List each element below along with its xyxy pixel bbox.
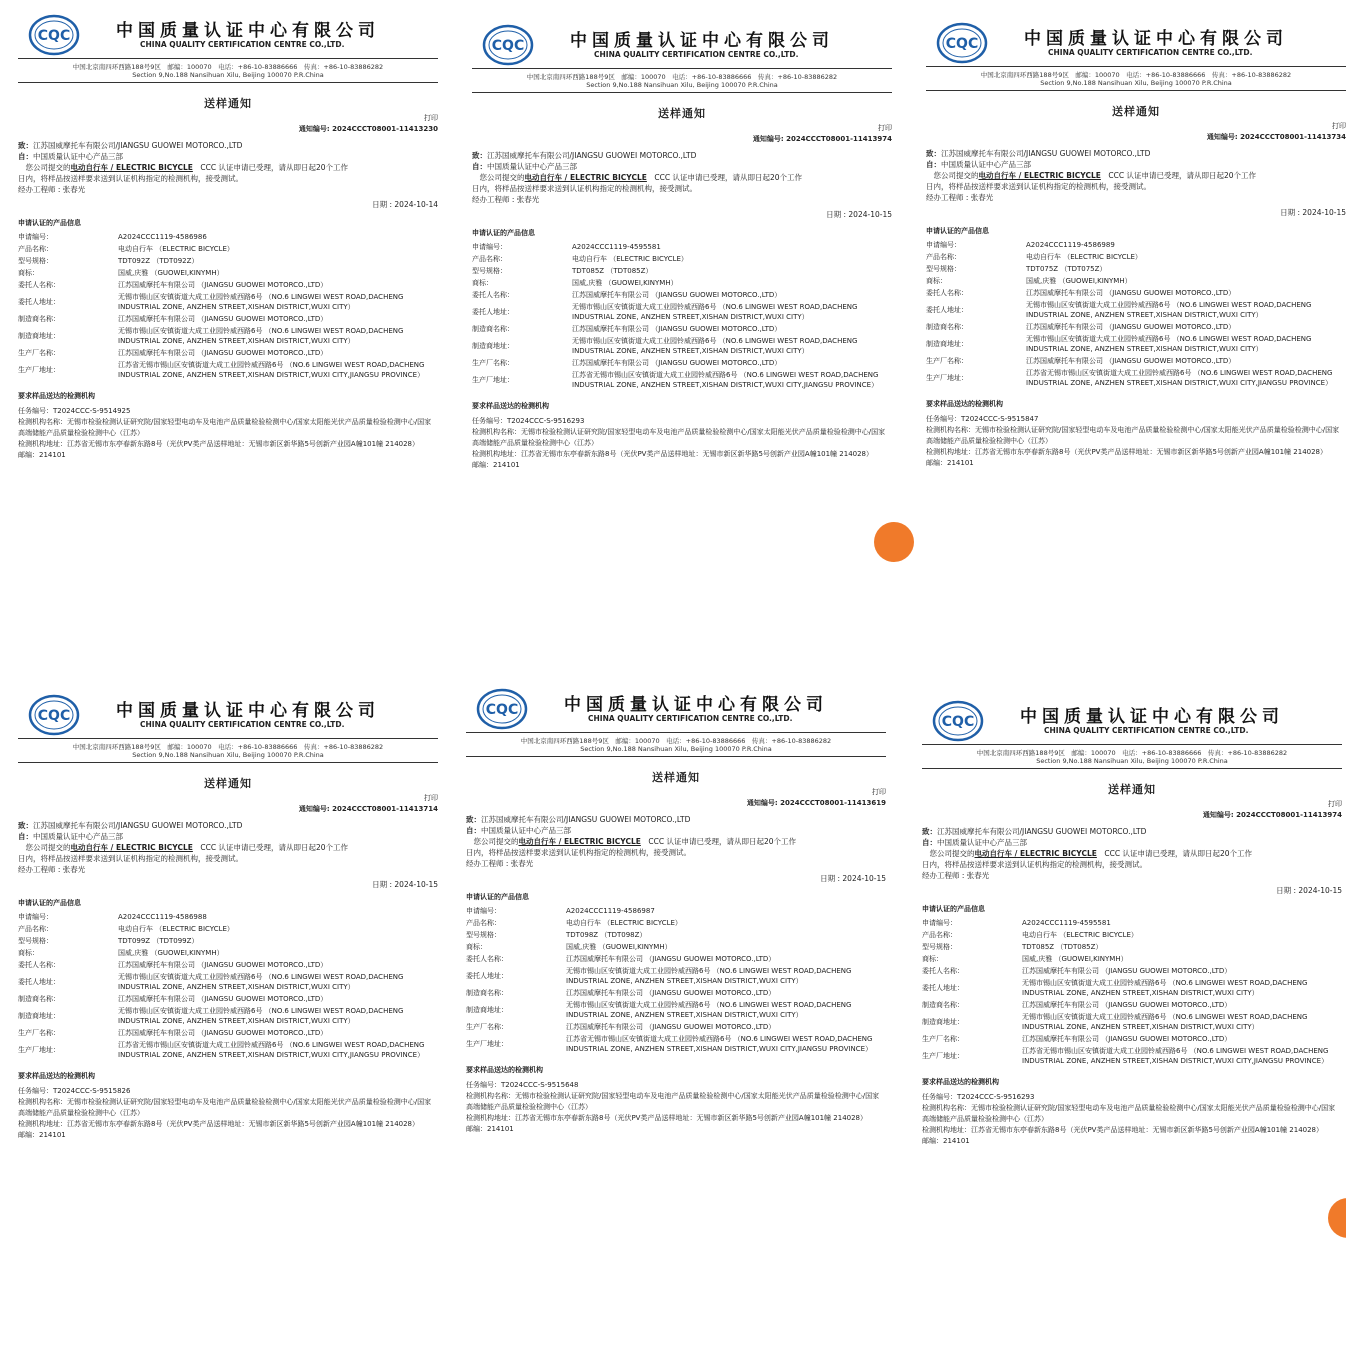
recipient: 致：江苏国威摩托车有限公司/JIANGSU GUOWEI MOTORCO.,LTD — [18, 141, 243, 150]
table-row: 制造商地址： 无锡市锡山区安镇街道大成工业园铃威西路6号 （NO.6 LINGWEI WEST ROAD,DACHENG INDUSTRIAL ZONE, ANZHEN STREET,XISHAN DISTRICT,WUXI CITY） — [466, 1001, 852, 1019]
postcode: 邮编：214101 — [18, 1131, 66, 1139]
table-row: 制造商地址： 无锡市锡山区安镇街道大成工业园铃威西路6号 （NO.6 LINGWEI WEST ROAD,DACHENG INDUSTRIAL ZONE, ANZHEN STREET,XISHAN DISTRICT,WUXI CITY） — [472, 337, 858, 355]
engineer: 经办工程师 : 张春光 — [466, 859, 534, 868]
postcode: 邮编：214101 — [466, 1125, 514, 1133]
print-link[interactable]: 打印 — [872, 788, 886, 796]
divider — [926, 66, 1346, 67]
company-name-cn: 中国质量认证中心有限公司 — [1024, 29, 1288, 49]
company-name-cn: 中国质量认证中心有限公司 — [1020, 707, 1284, 727]
table-row: 制造商地址： 无锡市锡山区安镇街道大成工业园铃威西路6号 （NO.6 LINGWEI WEST ROAD,DACHENG INDUSTRIAL ZONE, ANZHEN STREET,XISHAN DISTRICT,WUXI CITY） — [18, 1007, 404, 1025]
table-row: 生产厂名称： 江苏国威摩托车有限公司 （JIANGSU GUOWEI MOTORCO.,LTD） — [926, 357, 1236, 365]
postcode: 邮编：214101 — [472, 461, 520, 469]
svg-text:CQC: CQC — [941, 714, 975, 730]
table-row: 申请编号： A2024CCC1119-4595581 — [472, 243, 661, 251]
task-number: 任务编号：T2024CCC-S-9515826 — [18, 1087, 131, 1095]
table-row: 申请编号： A2024CCC1119-4586987 — [466, 907, 655, 915]
print-link[interactable]: 打印 — [424, 794, 438, 802]
engineer: 经办工程师 : 张春光 — [472, 195, 540, 204]
sender: 自：中国质量认证中心产品三部 — [926, 160, 1031, 169]
table-row: 申请编号： A2024CCC1119-4586986 — [18, 233, 207, 241]
table-row: 生产厂地址： 江苏省无锡市锡山区安镇街道大成工业园铃威西路6号 （NO.6 LINGWEI WEST ROAD,DACHENG INDUSTRIAL ZONE, ANZHEN STREET,XISHAN DISTRICT,WUXI CITY,JIANGSU PROVINCE） — [18, 361, 425, 379]
address-en: Section 9,No.188 Nansihuan Xilu, Beijing 100070 P.R.China — [1040, 79, 1232, 87]
notice-text-2: 日内，将样品按送样要求送到认证机构指定的检测机构，接受测试。 — [18, 854, 243, 863]
table-row: 产品名称： 电动自行车 （ELECTRIC BICYCLE） — [926, 253, 1142, 261]
table-row: 生产厂名称： 江苏国威摩托车有限公司 （JIANGSU GUOWEI MOTORCO.,LTD） — [472, 359, 782, 367]
company-name-en: CHINA QUALITY CERTIFICATION CENTRE CO.,LTD. — [1048, 48, 1253, 57]
lab-name: 检测机构名称：无锡市检验检测认证研究院/国家轻型电动车及电池产品质量检验检测中心/国家太阳能光伏产品质量检验检测中心/国家高端储能产品质量检验检测中心（江苏） — [922, 1104, 1336, 1123]
notice-date: 日期 : 2024-10-15 — [1280, 208, 1346, 217]
table-row: 制造商名称： 江苏国威摩托车有限公司 （JIANGSU GUOWEI MOTORCO.,LTD） — [466, 989, 776, 997]
notice-title: 送样通知 — [652, 771, 700, 784]
notice-document-2 — [472, 24, 892, 644]
cqc-logo-icon — [28, 14, 80, 56]
company-name-en: CHINA QUALITY CERTIFICATION CENTRE CO.,LTD. — [1044, 726, 1249, 735]
divider — [926, 90, 1346, 91]
notice-text-2: 日内，将样品按送样要求送到认证机构指定的检测机构，接受测试。 — [926, 182, 1151, 191]
notice-date: 日期 : 2024-10-15 — [826, 210, 892, 219]
letterhead — [922, 700, 1342, 766]
lab-address: 检测机构地址：江苏省无锡市东亭春新东路8号（光伏PV类产品送样地址：无锡市新区新华路5号创新产业园A幢101幢 214028） — [926, 448, 1328, 456]
table-row: 委托人地址： 无锡市锡山区安镇街道大成工业园铃威西路6号 （NO.6 LINGWEI WEST ROAD,DACHENG INDUSTRIAL ZONE, ANZHEN STREET,XISHAN DISTRICT,WUXI CITY） — [926, 301, 1312, 319]
table-row: 商标： 国威,庆雅 （GUOWEI,KINYMH） — [18, 269, 224, 277]
notice-text: 您公司提交的电动自行车 / ELECTRIC BICYCLE CCC 认证申请已受理，请从即日起20个工作 — [929, 849, 1253, 858]
notice-text: 您公司提交的电动自行车 / ELECTRIC BICYCLE CCC 认证申请已受理，请从即日起20个工作 — [25, 163, 349, 172]
recipient: 致：江苏国威摩托车有限公司/JIANGSU GUOWEI MOTORCO.,LTD — [18, 821, 243, 830]
letterhead — [18, 14, 438, 80]
notice-text-2: 日内，将样品按送样要求送到认证机构指定的检测机构，接受测试。 — [922, 860, 1147, 869]
divider — [466, 732, 886, 733]
task-number: 任务编号：T2024CCC-S-9516293 — [472, 417, 585, 425]
table-row: 委托人名称： 江苏国威摩托车有限公司 （JIANGSU GUOWEI MOTORCO.,LTD） — [466, 955, 776, 963]
notice-document-5 — [466, 688, 886, 1308]
notice-number: 通知编号: 2024CCCT08001-11413714 — [298, 805, 438, 813]
divider — [18, 58, 438, 59]
notice-title: 送样通知 — [1108, 783, 1156, 796]
table-row: 生产厂地址： 江苏省无锡市锡山区安镇街道大成工业园铃威西路6号 （NO.6 LINGWEI WEST ROAD,DACHENG INDUSTRIAL ZONE, ANZHEN STREET,XISHAN DISTRICT,WUXI CITY,JIANGSU PROVINCE） — [18, 1041, 425, 1059]
divider — [472, 92, 892, 93]
section-product-info: 申请认证的产品信息 — [18, 899, 81, 907]
notice-text: 您公司提交的电动自行车 / ELECTRIC BICYCLE CCC 认证申请已受理，请从即日起20个工作 — [933, 171, 1257, 180]
notice-document-3 — [926, 22, 1346, 642]
notice-number: 通知编号: 2024CCCT08001-11413734 — [1206, 133, 1346, 141]
lab-name: 检测机构名称：无锡市检验检测认证研究院/国家轻型电动车及电池产品质量检验检测中心/国家太阳能光伏产品质量检验检测中心/国家高端储能产品质量检验检测中心（江苏） — [18, 418, 432, 437]
sender: 自：中国质量认证中心产品三部 — [466, 826, 571, 835]
table-row: 申请编号： A2024CCC1119-4595581 — [922, 919, 1111, 927]
table-row: 委托人名称： 江苏国威摩托车有限公司 （JIANGSU GUOWEI MOTORCO.,LTD） — [926, 289, 1236, 297]
table-row: 委托人地址： 无锡市锡山区安镇街道大成工业园铃威西路6号 （NO.6 LINGWEI WEST ROAD,DACHENG INDUSTRIAL ZONE, ANZHEN STREET,XISHAN DISTRICT,WUXI CITY） — [18, 973, 404, 991]
product-info-table — [922, 917, 1342, 1067]
print-link[interactable]: 打印 — [878, 124, 892, 132]
address-en: Section 9,No.188 Nansihuan Xilu, Beijing 100070 P.R.China — [580, 745, 772, 753]
recipient: 致：江苏国威摩托车有限公司/JIANGSU GUOWEI MOTORCO.,LTD — [926, 149, 1151, 158]
table-row: 委托人名称： 江苏国威摩托车有限公司 （JIANGSU GUOWEI MOTORCO.,LTD） — [472, 291, 782, 299]
company-name-en: CHINA QUALITY CERTIFICATION CENTRE CO.,LTD. — [594, 50, 799, 59]
notice-text: 您公司提交的电动自行车 / ELECTRIC BICYCLE CCC 认证申请已受理，请从即日起20个工作 — [473, 837, 797, 846]
table-row: 产品名称： 电动自行车 （ELECTRIC BICYCLE） — [922, 931, 1138, 939]
letterhead — [472, 24, 892, 90]
table-row: 生产厂名称： 江苏国威摩托车有限公司 （JIANGSU GUOWEI MOTORCO.,LTD） — [18, 349, 328, 357]
task-number: 任务编号：T2024CCC-S-9514925 — [18, 407, 131, 415]
table-row: 生产厂地址： 江苏省无锡市锡山区安镇街道大成工业园铃威西路6号 （NO.6 LINGWEI WEST ROAD,DACHENG INDUSTRIAL ZONE, ANZHEN STREET,XISHAN DISTRICT,WUXI CITY,JIANGSU PROVINCE） — [466, 1035, 873, 1053]
notice-body — [18, 84, 438, 461]
divider — [18, 82, 438, 83]
svg-text:CQC: CQC — [37, 28, 71, 44]
sender: 自：中国质量认证中心产品三部 — [922, 838, 1027, 847]
postcode: 邮编：214101 — [926, 459, 974, 467]
print-link[interactable]: 打印 — [1332, 122, 1346, 130]
engineer: 经办工程师 : 张春光 — [922, 871, 990, 880]
address-cn: 中国北京南四环西路188号9区 邮编：100070 电话：+86-10-83886666 传真：+86-10-83886282 — [72, 743, 384, 751]
table-row: 型号规格： TDT098Z （TDT098Z） — [466, 931, 647, 939]
notice-date: 日期 : 2024-10-15 — [372, 880, 438, 889]
task-number: 任务编号：T2024CCC-S-9515648 — [466, 1081, 579, 1089]
address-cn: 中国北京南四环西路188号9区 邮编：100070 电话：+86-10-83886666 传真：+86-10-83886282 — [520, 737, 832, 745]
recipient: 致：江苏国威摩托车有限公司/JIANGSU GUOWEI MOTORCO.,LTD — [472, 151, 697, 160]
table-row: 申请编号： A2024CCC1119-4586989 — [926, 241, 1115, 249]
table-row: 产品名称： 电动自行车 （ELECTRIC BICYCLE） — [472, 255, 688, 263]
engineer: 经办工程师 : 张春光 — [18, 185, 86, 194]
divider — [18, 738, 438, 739]
task-number: 任务编号：T2024CCC-S-9516293 — [922, 1093, 1035, 1101]
company-name-en: CHINA QUALITY CERTIFICATION CENTRE CO.,LTD. — [588, 714, 793, 723]
table-row: 生产厂地址： 江苏省无锡市锡山区安镇街道大成工业园铃威西路6号 （NO.6 LINGWEI WEST ROAD,DACHENG INDUSTRIAL ZONE, ANZHEN STREET,XISHAN DISTRICT,WUXI CITY,JIANGSU PROVINCE） — [472, 371, 879, 389]
notice-body — [18, 764, 438, 1141]
address-cn: 中国北京南四环西路188号9区 邮编：100070 电话：+86-10-83886666 传真：+86-10-83886282 — [72, 63, 384, 71]
address-cn: 中国北京南四环西路188号9区 邮编：100070 电话：+86-10-83886666 传真：+86-10-83886282 — [526, 73, 838, 81]
table-row: 委托人地址： 无锡市锡山区安镇街道大成工业园铃威西路6号 （NO.6 LINGWEI WEST ROAD,DACHENG INDUSTRIAL ZONE, ANZHEN STREET,XISHAN DISTRICT,WUXI CITY） — [18, 293, 404, 311]
sender: 自：中国质量认证中心产品三部 — [472, 162, 577, 171]
company-name-cn: 中国质量认证中心有限公司 — [116, 21, 380, 41]
table-row: 委托人名称： 江苏国威摩托车有限公司 （JIANGSU GUOWEI MOTORCO.,LTD） — [18, 281, 328, 289]
cqc-logo-icon — [476, 688, 528, 730]
address-cn: 中国北京南四环西路188号9区 邮编：100070 电话：+86-10-83886666 传真：+86-10-83886282 — [976, 749, 1288, 757]
svg-text:CQC: CQC — [491, 38, 525, 54]
company-name-en: CHINA QUALITY CERTIFICATION CENTRE CO.,LTD. — [140, 40, 345, 49]
recipient: 致：江苏国威摩托车有限公司/JIANGSU GUOWEI MOTORCO.,LTD — [922, 827, 1147, 836]
table-row: 制造商名称： 江苏国威摩托车有限公司 （JIANGSU GUOWEI MOTORCO.,LTD） — [926, 323, 1236, 331]
notice-body — [922, 770, 1342, 1147]
cqc-logo-icon — [482, 24, 534, 66]
product-info-table — [472, 241, 892, 391]
address-en: Section 9,No.188 Nansihuan Xilu, Beijing 100070 P.R.China — [586, 81, 778, 89]
lab-info — [472, 416, 892, 471]
table-row: 委托人名称： 江苏国威摩托车有限公司 （JIANGSU GUOWEI MOTORCO.,LTD） — [18, 961, 328, 969]
table-row: 委托人地址： 无锡市锡山区安镇街道大成工业园铃威西路6号 （NO.6 LINGWEI WEST ROAD,DACHENG INDUSTRIAL ZONE, ANZHEN STREET,XISHAN DISTRICT,WUXI CITY） — [466, 967, 852, 985]
lab-info — [922, 1092, 1342, 1147]
cqc-logo-icon — [932, 700, 984, 742]
lab-address: 检测机构地址：江苏省无锡市东亭春新东路8号（光伏PV类产品送样地址：无锡市新区新华路5号创新产业园A幢101幢 214028） — [18, 1120, 420, 1128]
table-row: 产品名称： 电动自行车 （ELECTRIC BICYCLE） — [18, 925, 234, 933]
notice-document-1 — [18, 14, 438, 634]
notice-date: 日期 : 2024-10-15 — [1276, 886, 1342, 895]
address-en: Section 9,No.188 Nansihuan Xilu, Beijing 100070 P.R.China — [1036, 757, 1228, 765]
postcode: 邮编：214101 — [18, 451, 66, 459]
lab-info — [466, 1080, 886, 1135]
section-lab: 要求样品送达的检测机构 — [922, 1078, 999, 1086]
notice-document-6 — [922, 700, 1342, 1320]
table-row: 商标： 国威,庆雅 （GUOWEI,KINYMH） — [466, 943, 672, 951]
print-link[interactable]: 打印 — [1328, 800, 1342, 808]
letterhead — [466, 688, 886, 754]
task-number: 任务编号：T2024CCC-S-9515847 — [926, 415, 1039, 423]
notice-number: 通知编号: 2024CCCT08001-11413619 — [746, 799, 886, 807]
print-link[interactable]: 打印 — [424, 114, 438, 122]
table-row: 型号规格： TDT085Z （TDT085Z） — [922, 943, 1103, 951]
section-product-info: 申请认证的产品信息 — [472, 229, 535, 237]
table-row: 型号规格： TDT085Z （TDT085Z） — [472, 267, 653, 275]
notice-document-4 — [18, 694, 438, 1314]
table-row: 申请编号： A2024CCC1119-4586988 — [18, 913, 207, 921]
section-lab: 要求样品送达的检测机构 — [18, 392, 95, 400]
lab-name: 检测机构名称：无锡市检验检测认证研究院/国家轻型电动车及电池产品质量检验检测中心/国家太阳能光伏产品质量检验检测中心/国家高端储能产品质量检验检测中心（江苏） — [472, 428, 886, 447]
cqc-logo-icon — [936, 22, 988, 64]
divider — [472, 68, 892, 69]
recipient: 致：江苏国威摩托车有限公司/JIANGSU GUOWEI MOTORCO.,LTD — [466, 815, 691, 824]
notice-title: 送样通知 — [204, 777, 252, 790]
lab-address: 检测机构地址：江苏省无锡市东亭春新东路8号（光伏PV类产品送样地址：无锡市新区新华路5号创新产业园A幢101幢 214028） — [472, 450, 874, 458]
notice-text: 您公司提交的电动自行车 / ELECTRIC BICYCLE CCC 认证申请已受理，请从即日起20个工作 — [25, 843, 349, 852]
table-row: 商标： 国威,庆雅 （GUOWEI,KINYMH） — [18, 949, 224, 957]
notice-number: 通知编号: 2024CCCT08001-11413974 — [1202, 811, 1342, 819]
table-row: 型号规格： TDT075Z （TDT075Z） — [926, 265, 1107, 273]
product-info-table — [926, 239, 1346, 389]
section-lab: 要求样品送达的检测机构 — [466, 1066, 543, 1074]
notice-title: 送样通知 — [204, 97, 252, 110]
address-en: Section 9,No.188 Nansihuan Xilu, Beijing 100070 P.R.China — [132, 751, 324, 759]
table-row: 产品名称： 电动自行车 （ELECTRIC BICYCLE） — [466, 919, 682, 927]
postcode: 邮编：214101 — [922, 1137, 970, 1145]
engineer: 经办工程师 : 张春光 — [926, 193, 994, 202]
lab-address: 检测机构地址：江苏省无锡市东亭春新东路8号（光伏PV类产品送样地址：无锡市新区新华路5号创新产业园A幢101幢 214028） — [922, 1126, 1324, 1134]
notice-date: 日期 : 2024-10-15 — [820, 874, 886, 883]
svg-text:CQC: CQC — [945, 36, 979, 52]
table-row: 生产厂名称： 江苏国威摩托车有限公司 （JIANGSU GUOWEI MOTORCO.,LTD） — [18, 1029, 328, 1037]
table-row: 产品名称： 电动自行车 （ELECTRIC BICYCLE） — [18, 245, 234, 253]
table-row: 商标： 国威,庆雅 （GUOWEI,KINYMH） — [922, 955, 1128, 963]
letterhead — [926, 22, 1346, 88]
table-row: 制造商名称： 江苏国威摩托车有限公司 （JIANGSU GUOWEI MOTORCO.,LTD） — [18, 315, 328, 323]
table-row: 制造商地址： 无锡市锡山区安镇街道大成工业园铃威西路6号 （NO.6 LINGWEI WEST ROAD,DACHENG INDUSTRIAL ZONE, ANZHEN STREET,XISHAN DISTRICT,WUXI CITY） — [922, 1013, 1308, 1031]
sender: 自：中国质量认证中心产品三部 — [18, 152, 123, 161]
floating-orange-button[interactable] — [874, 522, 914, 562]
company-name-cn: 中国质量认证中心有限公司 — [116, 701, 380, 721]
address-en: Section 9,No.188 Nansihuan Xilu, Beijing 100070 P.R.China — [132, 71, 324, 79]
divider — [922, 744, 1342, 745]
divider — [466, 756, 886, 757]
divider — [18, 762, 438, 763]
cqc-logo-icon — [28, 694, 80, 736]
lab-info — [926, 414, 1346, 469]
table-row: 商标： 国威,庆雅 （GUOWEI,KINYMH） — [926, 277, 1132, 285]
section-lab: 要求样品送达的检测机构 — [926, 400, 1003, 408]
table-row: 委托人地址： 无锡市锡山区安镇街道大成工业园铃威西路6号 （NO.6 LINGWEI WEST ROAD,DACHENG INDUSTRIAL ZONE, ANZHEN STREET,XISHAN DISTRICT,WUXI CITY） — [922, 979, 1308, 997]
company-name-en: CHINA QUALITY CERTIFICATION CENTRE CO.,LTD. — [140, 720, 345, 729]
lab-address: 检测机构地址：江苏省无锡市东亭春新东路8号（光伏PV类产品送样地址：无锡市新区新华路5号创新产业园A幢101幢 214028） — [466, 1114, 868, 1122]
company-name-cn: 中国质量认证中心有限公司 — [564, 695, 828, 715]
lab-name: 检测机构名称：无锡市检验检测认证研究院/国家轻型电动车及电池产品质量检验检测中心/国家太阳能光伏产品质量检验检测中心/国家高端储能产品质量检验检测中心（江苏） — [466, 1092, 880, 1111]
svg-text:CQC: CQC — [485, 702, 519, 718]
sender: 自：中国质量认证中心产品三部 — [18, 832, 123, 841]
table-row: 制造商名称： 江苏国威摩托车有限公司 （JIANGSU GUOWEI MOTORCO.,LTD） — [18, 995, 328, 1003]
table-row: 制造商名称： 江苏国威摩托车有限公司 （JIANGSU GUOWEI MOTORCO.,LTD） — [922, 1001, 1232, 1009]
lab-name: 检测机构名称：无锡市检验检测认证研究院/国家轻型电动车及电池产品质量检验检测中心/国家太阳能光伏产品质量检验检测中心/国家高端储能产品质量检验检测中心（江苏） — [18, 1098, 432, 1117]
table-row: 委托人地址： 无锡市锡山区安镇街道大成工业园铃威西路6号 （NO.6 LINGWEI WEST ROAD,DACHENG INDUSTRIAL ZONE, ANZHEN STREET,XISHAN DISTRICT,WUXI CITY） — [472, 303, 858, 321]
table-row: 生产厂名称： 江苏国威摩托车有限公司 （JIANGSU GUOWEI MOTORCO.,LTD） — [922, 1035, 1232, 1043]
section-lab: 要求样品送达的检测机构 — [18, 1072, 95, 1080]
letterhead — [18, 694, 438, 760]
table-row: 型号规格： TDT092Z （TDT092Z） — [18, 257, 199, 265]
section-product-info: 申请认证的产品信息 — [922, 905, 985, 913]
lab-info — [18, 406, 438, 461]
table-row: 制造商地址： 无锡市锡山区安镇街道大成工业园铃威西路6号 （NO.6 LINGWEI WEST ROAD,DACHENG INDUSTRIAL ZONE, ANZHEN STREET,XISHAN DISTRICT,WUXI CITY） — [18, 327, 404, 345]
notice-title: 送样通知 — [658, 107, 706, 120]
section-product-info: 申请认证的产品信息 — [18, 219, 81, 227]
table-row: 生产厂名称： 江苏国威摩托车有限公司 （JIANGSU GUOWEI MOTORCO.,LTD） — [466, 1023, 776, 1031]
notice-number: 通知编号: 2024CCCT08001-11413230 — [298, 125, 438, 133]
notice-body — [466, 758, 886, 1135]
notice-text: 您公司提交的电动自行车 / ELECTRIC BICYCLE CCC 认证申请已受理，请从即日起20个工作 — [479, 173, 803, 182]
address-cn: 中国北京南四环西路188号9区 邮编：100070 电话：+86-10-83886666 传真：+86-10-83886282 — [980, 71, 1292, 79]
notice-body — [926, 92, 1346, 469]
notice-title: 送样通知 — [1112, 105, 1160, 118]
table-row: 委托人名称： 江苏国威摩托车有限公司 （JIANGSU GUOWEI MOTORCO.,LTD） — [922, 967, 1232, 975]
notice-body — [472, 94, 892, 471]
product-info-table — [18, 911, 438, 1061]
company-name-cn: 中国质量认证中心有限公司 — [570, 31, 834, 51]
notice-text-2: 日内，将样品按送样要求送到认证机构指定的检测机构，接受测试。 — [18, 174, 243, 183]
section-product-info: 申请认证的产品信息 — [926, 227, 989, 235]
notice-number: 通知编号: 2024CCCT08001-11413974 — [752, 135, 892, 143]
lab-name: 检测机构名称：无锡市检验检测认证研究院/国家轻型电动车及电池产品质量检验检测中心/国家太阳能光伏产品质量检验检测中心/国家高端储能产品质量检验检测中心（江苏） — [926, 426, 1340, 445]
notice-date: 日期 : 2024-10-14 — [372, 200, 438, 209]
divider — [922, 768, 1342, 769]
table-row: 型号规格： TDT099Z （TDT099Z） — [18, 937, 199, 945]
lab-address: 检测机构地址：江苏省无锡市东亭春新东路8号（光伏PV类产品送样地址：无锡市新区新华路5号创新产业园A幢101幢 214028） — [18, 440, 420, 448]
table-row: 制造商地址： 无锡市锡山区安镇街道大成工业园铃威西路6号 （NO.6 LINGWEI WEST ROAD,DACHENG INDUSTRIAL ZONE, ANZHEN STREET,XISHAN DISTRICT,WUXI CITY） — [926, 335, 1312, 353]
table-row: 生产厂地址： 江苏省无锡市锡山区安镇街道大成工业园铃威西路6号 （NO.6 LINGWEI WEST ROAD,DACHENG INDUSTRIAL ZONE, ANZHEN STREET,XISHAN DISTRICT,WUXI CITY,JIANGSU PROVINCE） — [922, 1047, 1329, 1065]
table-row: 制造商名称： 江苏国威摩托车有限公司 （JIANGSU GUOWEI MOTORCO.,LTD） — [472, 325, 782, 333]
section-product-info: 申请认证的产品信息 — [466, 893, 529, 901]
section-lab: 要求样品送达的检测机构 — [472, 402, 549, 410]
product-info-table — [466, 905, 886, 1055]
notice-text-2: 日内，将样品按送样要求送到认证机构指定的检测机构，接受测试。 — [466, 848, 691, 857]
engineer: 经办工程师 : 张春光 — [18, 865, 86, 874]
notice-text-2: 日内，将样品按送样要求送到认证机构指定的检测机构，接受测试。 — [472, 184, 697, 193]
table-row: 商标： 国威,庆雅 （GUOWEI,KINYMH） — [472, 279, 678, 287]
lab-info — [18, 1086, 438, 1141]
table-row: 生产厂地址： 江苏省无锡市锡山区安镇街道大成工业园铃威西路6号 （NO.6 LINGWEI WEST ROAD,DACHENG INDUSTRIAL ZONE, ANZHEN STREET,XISHAN DISTRICT,WUXI CITY,JIANGSU PROVINCE） — [926, 369, 1333, 387]
product-info-table — [18, 231, 438, 381]
svg-text:CQC: CQC — [37, 708, 71, 724]
